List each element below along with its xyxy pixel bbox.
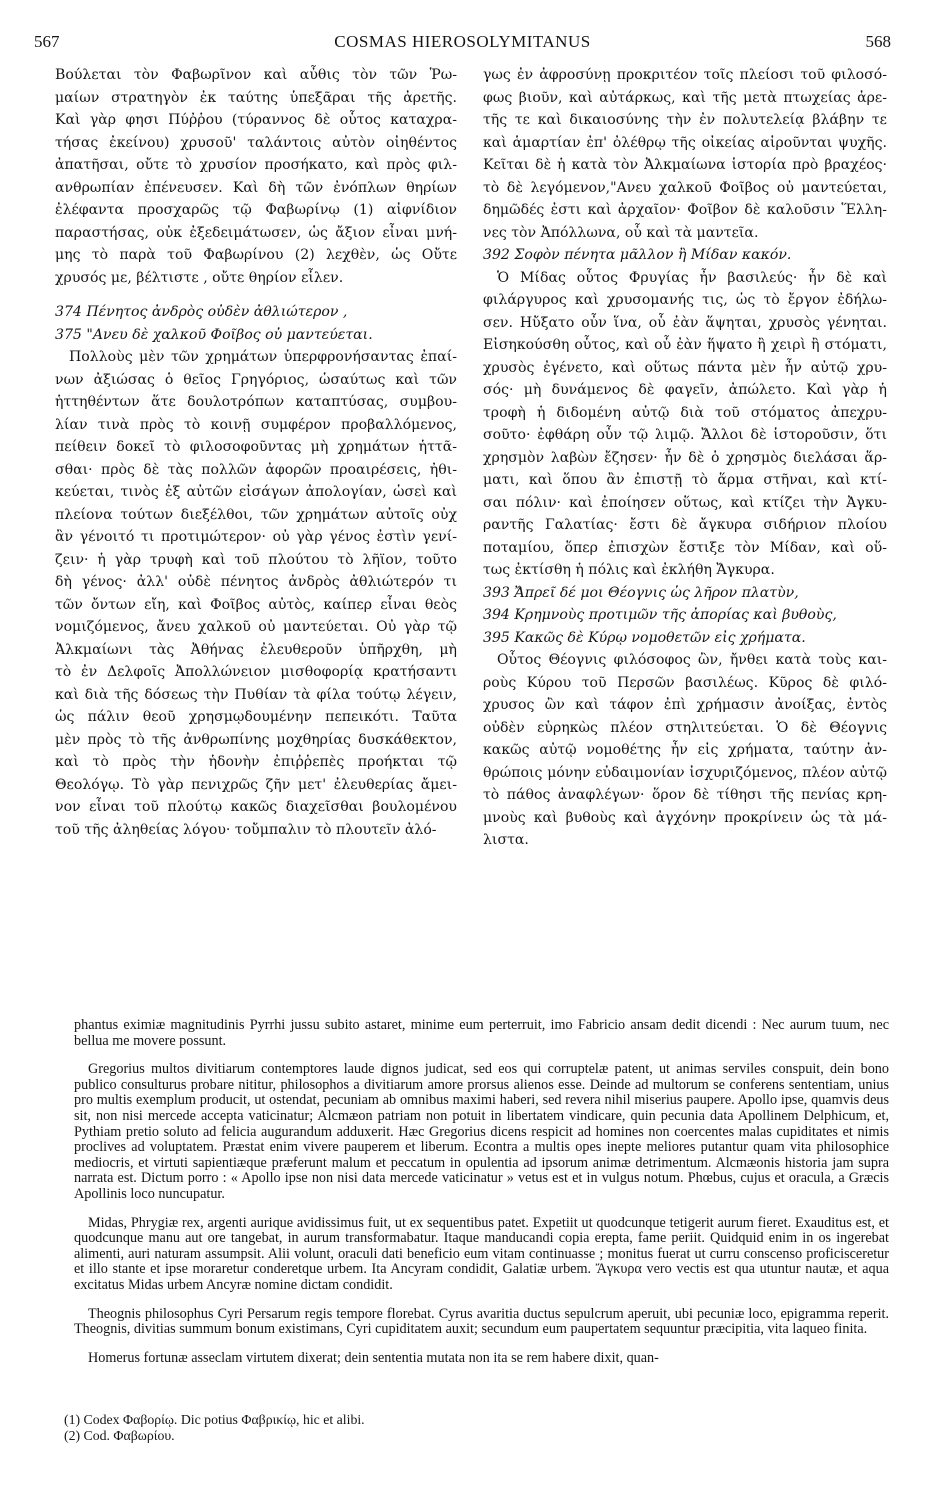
text-line: πείθειν δοκεῖ τὸ φιλοσοφοῦντας μὴ χρημάτων ἡττᾶ- [55, 439, 457, 455]
verse-heading: 392 Σοφὸν πένητα μᾶλλον ἢ Μίδαν κακόν. [483, 247, 792, 263]
text-line: τὸ δὲ λεγόμενον,"Ανευ χαλκοῦ Φοῖβος οὐ μαντεύεται, [483, 179, 887, 196]
text-line: μνοὺς καὶ βυθοὺς καὶ ἀγχόνην προκρίνειν ὡς τὰ μά- [483, 809, 887, 826]
latin-paragraph: phantus eximiæ magnitudinis Pyrrhi jussu subito astaret, minime eum perterruit, imo Fabricio ansam dedit dicendi : Nec aurum tuum, nec bellua me movere possunt. [74, 1017, 889, 1049]
text-line: ὡς πάλιν θεοῦ χρησμῳδουμένην πεπεικότι. Ταῦτα [55, 709, 457, 725]
text-line: δημῶδές ἐστι καὶ ἀρχαῖον· Φοῖβον δὲ καλοῦσιν Ἕλλη- [483, 202, 887, 218]
verse-heading: 394 Κρημνοὺς προτιμῶν τῆς ἀπορίας καὶ βυθοὺς, [483, 607, 837, 623]
text-line: χρυσός με, βέλτιστε , οὔτε θηρίον εἷλεν. [55, 269, 344, 286]
text-line: κεύεται, τινὸς ἐξ αὐτῶν εἰσάγων ἀπολογίαν, ὡσεὶ καὶ [55, 484, 457, 500]
text-line: Ὁ Μίδας οὗτος Φρυγίας ἦν βασιλεύς· ἦν δὲ καὶ [497, 269, 887, 286]
running-title: COSMAS HIEROSOLYMITANUS [334, 32, 591, 51]
text-line: κακῶς αὐτῷ νομοθέτης ἦν εἰς χρήματα, ταύτην ἀν- [483, 742, 887, 758]
text-line: Βούλεται τὸν Φαβωρῖνον καὶ αὖθις τὸν τῶν Ῥω- [55, 67, 457, 83]
text-line: σοῦτο· ἐφθάρη οὖν τῷ λιμῷ. Ἄλλοι δὲ ἱστοροῦσιν, ὅτι [483, 427, 887, 443]
latin-paragraph: Midas, Phrygiæ rex, argenti aurique avidissimus fuit, ut ex sequentibus patet. Expetiit ut quodcunque tetigerit aurum fieret. Exauditus est, et quodcunque manu aut ore tangebat, in aurum transformabatur. Itaque manducandi copia erepta, fame periit. Quidquid enim in os ingerebat alimenti, auri naturam assumpsit. Alii volunt, oraculi dati beneficio eum vitam continuasse ; monitus fuerat ut curru conscenso proficisceretur et illo stante et ipse moraretur conderetque urbem. Ita Ancyram condidit, Galatiæ urbem. Ἄγκυρα vero vectis est qua utuntur nautæ, et aqua excitatus Midas urbem Ancyræ nomine dictam condidit. [74, 1214, 889, 1293]
text-line: μης τὸ παρὰ τοῦ Φαβωρίνου (2) λεχθὲν, ὡς Οὔτε [55, 247, 457, 263]
greek-text-block [55, 346, 457, 841]
greek-text-block [55, 64, 457, 289]
text-line: Καὶ γὰρ φησι Πύῤῥου (τύραννος δὲ οὗτος καταχρα- [55, 112, 457, 128]
latin-paragraph: Theognis philosophus Cyri Persarum regis tempore florebat. Cyrus avaritia ductus sepulcrum aperuit, ubi pecuniæ loco, epigramma reperit. Theognis, divitias summum bonum existimans, Cyri cupiditatem auxit; secundum eum paupertatem sequuntur præcipitia, vita laqueo finita. [74, 1305, 889, 1338]
text-line: χρυσος ὢν καὶ τάφον ἐπὶ χρήμασιν ἀνοίξας, ἐντὸς [483, 697, 887, 713]
text-line: λιστα. [483, 832, 529, 848]
text-line: καὶ ἁμαρτίαν ἐπ' ὀλέθρῳ τῆς οἰκείας αἱροῦνται ψυχῆς. [483, 134, 887, 151]
text-line: ἂν γένοιτό τι προτιμώτερον· οὐ γὰρ γένος ἐστὶν γενί- [55, 529, 457, 545]
text-line: νων ἀξιώσας ὁ θεῖος Γρηγόριος, ὡσαύτως καὶ τῶν [55, 371, 457, 388]
text-line: τὸ πάθος ἀναφλέγων· ὅρον δὲ τίθησι τῆς πενίας κρη- [483, 787, 887, 803]
text-line: φως βιοῦν, καὶ αὐτάρκως, καὶ τῆς μετὰ πτωχείας ἀρε- [483, 89, 887, 106]
greek-text-block [483, 64, 887, 244]
running-header [34, 32, 891, 56]
latin-translation [74, 1018, 889, 1366]
text-line: τήσας ἐκείνου) χρυσοῦ' ταλάντοις αὐτὸν οἰηθέντος [55, 134, 457, 151]
text-line: λίαν τινὰ πρὸς τὸ κοινῇ συμφέρον προβαλλόμενος, [55, 416, 457, 433]
greek-column-right [483, 64, 887, 852]
text-line: Θεολόγῳ. Τὸ γὰρ πενιχρῶς ζῆν μετ' ἐλευθερίας ἄμει- [55, 776, 457, 793]
verse-heading: 393 Ἄπρεῖ δέ μοι Θέογνις ὡς λῆρον πλατὺν, [483, 584, 799, 601]
text-line: Ἀλκμαίωνι τὰς Ἀθήνας ἐλευθεροῦν ὑπῆρχθη, μὴ [55, 641, 457, 658]
latin-paragraph: Homerus fortunæ asseclam virtutem dixerat; dein sententia mutata non ita se rem habere dixit, quan- [88, 1349, 659, 1366]
text-line: ἀπατῆσαι, οὔτε τὸ χρυσίον προσήκατο, καὶ πρὸς φιλ- [55, 157, 457, 173]
text-line: ἐλέφαντα προσχαρῶς τῷ Φαβωρίνῳ (1) αἰφνίδιον [55, 202, 457, 218]
text-line: τως ἐκτίσθη ἡ πόλις καὶ ἐκλήθη Ἄγκυρα. [483, 562, 775, 578]
text-line: θρώποις μόνην εὐδαιμονίαν ἰσχυριζόμενος, πλέον αὐτῷ [483, 764, 887, 781]
text-line: νες τὸν Ἀπόλλωνα, οὗ καὶ τὰ μαντεῖα. [483, 224, 759, 241]
latin-paragraph: Gregorius multos divitiarum contemptores laude dignos judicat, sed eos qui corruptelæ patent, ut animas serviles conspuit, dein bono publico consulturus probare nititur, philosophos a divitiarum amore prorsus alienos esse. Deinde ad multorum se conferens sententiam, unius pro multis exemplum producit, ut ostendat, pecuniam ab omnibus maximi haberi, sed revera nihil miserius paupere. Apollo ipse, quamvis deus sit, non nisi mercede accepta vaticinatur; Alcmæon patriam non potuit in libertatem vindicare, quin pecunia data Apollinem Delphicum, et, Pythiam pretio soluto ad felicia augurandum adduxerit. Hæc Gregorius dicens respicit ad homines non coercentes malas cupiditates et nimis proclives ad voluptatem. Præstat enim vivere pauperem et liberum. Econtra a multis opes inepte meliores putantur quam vita philosophice mediocris, et virtuti sapientiæque præferunt malum et peccatum in opulentia ad ipsorum animæ detrimentum. Alcmæonis historia jam supra narrata est. Dictum porro : « Apollo ipse non nisi data mercede vaticinatur » vetus est et in vulgus notum. Phœbus, cujus et oracula, a Græcis Apollinis loco nuncupatur. [74, 1061, 889, 1202]
text-line: νον εἶναι τοῦ πλούτῳ κακῶς διαχεῖσθαι βουλομένου [55, 799, 457, 815]
text-line: Οὗτος Θέογνις φιλόσοφος ὢν, ἤνθει κατὰ τοὺς και- [497, 652, 887, 668]
page-number-left: 567 [34, 32, 60, 51]
verse-heading: 374 Πένητος ἀνδρὸς οὐδὲν ἀθλιώτερον , [55, 304, 348, 320]
text-line: δὴ γένος· ἀλλ' οὐδὲ πένητος ἀνδρὸς ἀθλιώτερόν τι [55, 574, 457, 590]
text-line: σός· μὴ δυνάμενος δὲ φαγεῖν, ἀπώλετο. Καὶ γὰρ ἡ [483, 382, 887, 398]
text-line: Εἰσηκούσθη οὗτος, καὶ οὗ ἐὰν ἥψατο ἢ χειρὶ ἢ στόματι, [483, 337, 887, 353]
text-line: μαίων στρατηγὸν ἐκ ταύτης ὑπεξᾶραι τῆς ἀρετῆς. [55, 89, 457, 106]
text-line: Πολλοὺς μὲν τῶν χρημάτων ὑπερφρονήσαντας ἐπαί- [69, 349, 457, 365]
text-line: καὶ τὸ πρὸς τὴν ἡδονὴν ἐπιῤῥεπὲς προήκται τῷ [55, 754, 457, 770]
text-line: ραντῆς Γαλατίας· ἔστι δὲ ἄγκυρα σιδήριον πλοίου [483, 517, 887, 533]
page-number-right: 568 [865, 32, 891, 51]
text-line: τροφὴ ἡ διδομένη αὐτῷ διὰ τοῦ στόματος ἀπεχρυ- [483, 404, 887, 421]
text-line: οὐδὲν εὑρηκὼς πλέον στηλιτεύεται. Ὁ δὲ Θέογνις [483, 719, 887, 736]
text-line: πλείονα τούτων διεξέλθοι, τῶν χρημάτων αὐτοῖς οὐχ [55, 506, 457, 523]
text-line: σαι πόλιν· καὶ ἐποίησεν οὕτως, καὶ κτίζει τὴν Ἀγκυ- [483, 494, 887, 511]
text-line: ματι, καὶ ὅπου ἂν ἐπιστῇ τὸ ἅρμα στῆναι, καὶ κτί- [483, 472, 887, 488]
text-line: ποταμίου, ὅπερ ἐπισχὼν ἔστιξε τὸν Μίδαν, καὶ οὕ- [483, 539, 887, 556]
text-line: ανθρωπίαν ἐπένευσεν. Καὶ δὴ τῶν ἐνόπλων θηρίων [55, 179, 457, 196]
footnote: (2) Cod. Φαβωρίου. [64, 1428, 175, 1443]
text-line: φιλάργυρος καὶ χρυσομανής τις, ὡς τὸ ἔργον ἐδήλω- [483, 292, 887, 308]
greek-text-block [483, 649, 887, 852]
text-line: Κεῖται δὲ ἡ κατὰ τὸν Ἀλκμαίωνα ἱστορία πρὸ βραχέος· [483, 157, 887, 173]
text-line: ροὺς Κύρου τοῦ Περσῶν βασιλέως. Κῦρος δὲ φιλό- [483, 674, 887, 691]
footnote: (1) Codex Φαβορίῳ. Dic potius Φαβρικίῳ, hic et alibi. [64, 1412, 365, 1427]
text-line: σθαι· πρὸς δὲ τὰς πολλῶν ἀφορῶν προαιρέσεις, ἠθι- [55, 461, 457, 478]
verse-heading: 375 "Ανευ δὲ χαλκοῦ Φοῖβος οὐ μαντεύεται. [55, 326, 373, 343]
footnotes [64, 1412, 884, 1444]
text-line: τὸ ἐν Δελφοῖς Ἀπολλώνειον μισθοφορίᾳ κρατήσαντι [55, 664, 457, 680]
text-line: τοῦ τῆς ἀληθείας λόγου· τοὔμπαλιν τὸ πλουτεῖν ἀλό- [55, 821, 437, 838]
text-line: χρησμὸν λαβὼν ἔζησεν· ἦν δὲ ὁ χρησμὸς διελάσαι ἅρ- [483, 449, 887, 466]
text-line: ζειν· ἡ γὰρ τρυφὴ καὶ τοῦ πλούτου τὸ λῆϊον, τοῦτο [55, 551, 457, 568]
text-line: καὶ διὰ τῆς δόσεως τὴν Πυθίαν τὰ φίλα τούτῳ λέγειν, [55, 686, 457, 703]
text-line: γως ἐν ἀφροσύνῃ προκριτέον τοῖς πλείοσι τοῦ φιλοσό- [483, 67, 887, 83]
text-line: ἡττηθέντων ἅτε δουλοτρόπων καταπτύσας, συμβου- [55, 394, 457, 410]
text-line: χρυσὸς ἐγένετο, καὶ οὕτως πάντα μὲν ἦν αὐτῷ χρυ- [483, 359, 887, 376]
text-line: τῶν ὄντων εἴη, καὶ Φοῖβος αὐτὸς, καίπερ εἶναι θεὸς [55, 596, 457, 613]
text-line: τῆς τε καὶ δικαιοσύνης τὴν ἐν πολυτελείᾳ βλάβην τε [483, 112, 887, 128]
text-line: μὲν πρὸς τὸ τῆς ἀνθρωπίνης μοχθηρίας δυσκάθεκτον, [55, 731, 457, 748]
text-line: παραστήσας, οὐκ ἐξεδειμάτωσεν, ὡς ἄξιον εἶναι μνή- [55, 224, 457, 241]
text-line: σεν. Ηὔξατο οὖν ἵνα, οὗ ἐὰν ἅψηται, χρυσὸς γένηται. [483, 314, 887, 331]
greek-column-left [55, 64, 457, 841]
text-line: νομιζόμενος, ἄνευ χαλκοῦ οὐ μαντεύεται. Οὐ γὰρ τῷ [55, 619, 457, 635]
verse-heading: 395 Κακῶς δὲ Κύρῳ νομοθετῶν εἰς χρήματα. [483, 629, 806, 646]
greek-text-block [483, 267, 887, 582]
